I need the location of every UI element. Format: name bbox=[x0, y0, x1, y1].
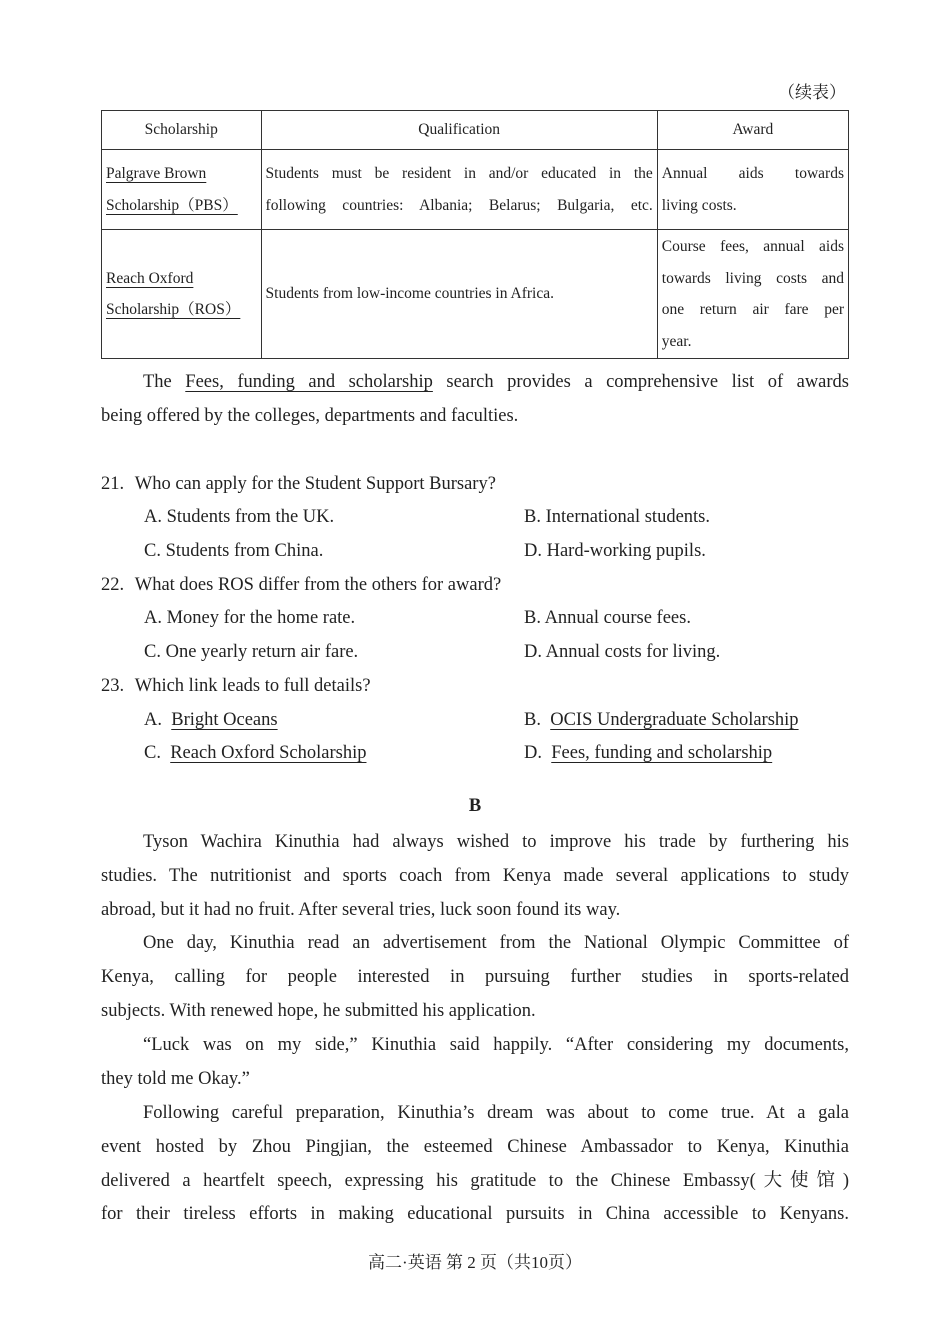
award-line: towards living costs and bbox=[661, 269, 844, 287]
option-letter: B. bbox=[524, 710, 541, 730]
table-header-cell: Qualification bbox=[261, 111, 657, 150]
option-22b[interactable]: B. Annual course fees. bbox=[524, 608, 691, 628]
table-row bbox=[102, 150, 849, 230]
award-cell bbox=[657, 150, 848, 230]
text-line: “Luck was on my side,” Kinuthia said happily. “After considering my documents, bbox=[143, 1035, 849, 1055]
intro-paragraph bbox=[101, 366, 849, 434]
text-line: One day, Kinuthia read an advertisement from the National Olympic Committee of bbox=[143, 933, 849, 953]
text-line: Tyson Wachira Kinuthia had always wished to improve his trade by furthering his bbox=[143, 832, 849, 852]
award-line: living costs. bbox=[661, 196, 737, 214]
paragraph-3 bbox=[101, 1029, 849, 1097]
option-23b[interactable] bbox=[524, 704, 799, 738]
page-footer: 高二·英语 第 2 页（共10页） bbox=[368, 1253, 582, 1272]
question-number: 23. bbox=[101, 676, 125, 696]
fees-funding-link[interactable]: Fees, funding and scholarship bbox=[185, 372, 433, 392]
award-line: Course fees, annual aids bbox=[661, 238, 844, 255]
question-number: 21. bbox=[101, 474, 125, 494]
text-line: Following careful preparation, Kinuthia’s dream was about to come true. At a gala bbox=[143, 1103, 849, 1123]
option-letter: A. bbox=[144, 710, 162, 730]
qualification-line: following countries: Albania; Belarus; Bulgaria, etc. bbox=[265, 196, 653, 214]
option-21a[interactable]: A. Students from the UK. bbox=[144, 507, 335, 527]
text-line: event hosted by Zhou Pingjian, the esteemed Chinese Ambassador to Kenya, Kinuthia bbox=[101, 1136, 849, 1157]
table-row bbox=[102, 230, 849, 359]
option-22a[interactable]: A. Money for the home rate. bbox=[144, 608, 356, 628]
paragraph-1 bbox=[101, 826, 849, 927]
option-23c[interactable] bbox=[144, 737, 366, 771]
question-number: 22. bbox=[101, 575, 125, 595]
scholarship-name-link[interactable] bbox=[102, 150, 262, 230]
option-22c[interactable]: C. One yearly return air fare. bbox=[144, 642, 359, 662]
text-line: Kenya, calling for people interested in pursuing further studies in sports-related bbox=[101, 966, 849, 987]
text-span: search provides a comprehensive list of awards bbox=[432, 372, 850, 392]
option-22d[interactable]: D. Annual costs for living. bbox=[524, 642, 721, 662]
question-21 bbox=[101, 468, 496, 502]
scholarship-name-line: Scholarship（ROS） bbox=[106, 301, 241, 318]
question-text: What does ROS differ from the others for award? bbox=[134, 575, 502, 595]
question-text: Who can apply for the Student Support Bursary? bbox=[134, 474, 496, 494]
text-line: being offered by the colleges, departments and faculties. bbox=[101, 405, 519, 426]
qualification-cell bbox=[261, 150, 657, 230]
ocis-scholarship-link[interactable]: OCIS Undergraduate Scholarship bbox=[550, 710, 799, 730]
award-line: Annual aids towards bbox=[661, 165, 844, 182]
continued-label: （续表） bbox=[778, 83, 846, 102]
option-21b[interactable]: B. International students. bbox=[524, 507, 710, 527]
text-line: abroad, but it had no fruit. After several tries, luck soon found its way. bbox=[101, 899, 621, 920]
section-heading: B bbox=[468, 796, 482, 816]
reach-oxford-link[interactable]: Reach Oxford Scholarship bbox=[170, 743, 367, 763]
fees-funding-link[interactable]: Fees, funding and scholarship bbox=[551, 743, 773, 763]
scholarship-name-line: Palgrave Brown bbox=[106, 165, 207, 182]
qualification-cell: Students from low-income countries in Africa. bbox=[261, 230, 657, 359]
option-23d[interactable] bbox=[524, 737, 772, 771]
question-23 bbox=[101, 670, 371, 704]
option-letter: D. bbox=[524, 743, 542, 763]
paragraph-2 bbox=[101, 927, 849, 1028]
paragraph-4 bbox=[101, 1097, 849, 1232]
award-line: year. bbox=[661, 332, 692, 350]
award-cell bbox=[657, 230, 848, 359]
text-line: for their tireless efforts in making educational pursuits in China accessible to Kenyans. bbox=[101, 1204, 849, 1225]
award-line: one return air fare per bbox=[661, 301, 844, 318]
text-line: studies. The nutritionist and sports coach from Kenya made several applications to study bbox=[101, 865, 849, 886]
text-line bbox=[101, 366, 849, 400]
bright-oceans-link[interactable]: Bright Oceans bbox=[171, 710, 278, 730]
option-21d[interactable]: D. Hard-working pupils. bbox=[524, 541, 706, 561]
table-header-row bbox=[102, 111, 849, 150]
text-line: they told me Okay.” bbox=[101, 1068, 250, 1089]
question-text: Which link leads to full details? bbox=[134, 676, 371, 696]
scholarship-table bbox=[101, 110, 849, 359]
text-span: The bbox=[143, 372, 186, 392]
option-23a[interactable] bbox=[144, 704, 278, 738]
text-line: subjects. With renewed hope, he submitted his application. bbox=[101, 1000, 536, 1021]
option-21c[interactable]: C. Students from China. bbox=[144, 541, 324, 561]
scholarship-name-line: Reach Oxford bbox=[106, 269, 194, 287]
table-header-cell: Award bbox=[657, 111, 848, 150]
text-line: delivered a heartfelt speech, expressing his gratitude to the Chinese Embassy(大使馆) bbox=[101, 1170, 849, 1191]
question-22 bbox=[101, 569, 501, 603]
table-header-cell: Scholarship bbox=[102, 111, 262, 150]
scholarship-name-link[interactable] bbox=[102, 230, 262, 359]
option-letter: C. bbox=[144, 743, 161, 763]
scholarship-name-line: Scholarship（PBS） bbox=[106, 196, 238, 214]
qualification-line: Students must be resident in and/or educated in the bbox=[265, 165, 653, 182]
